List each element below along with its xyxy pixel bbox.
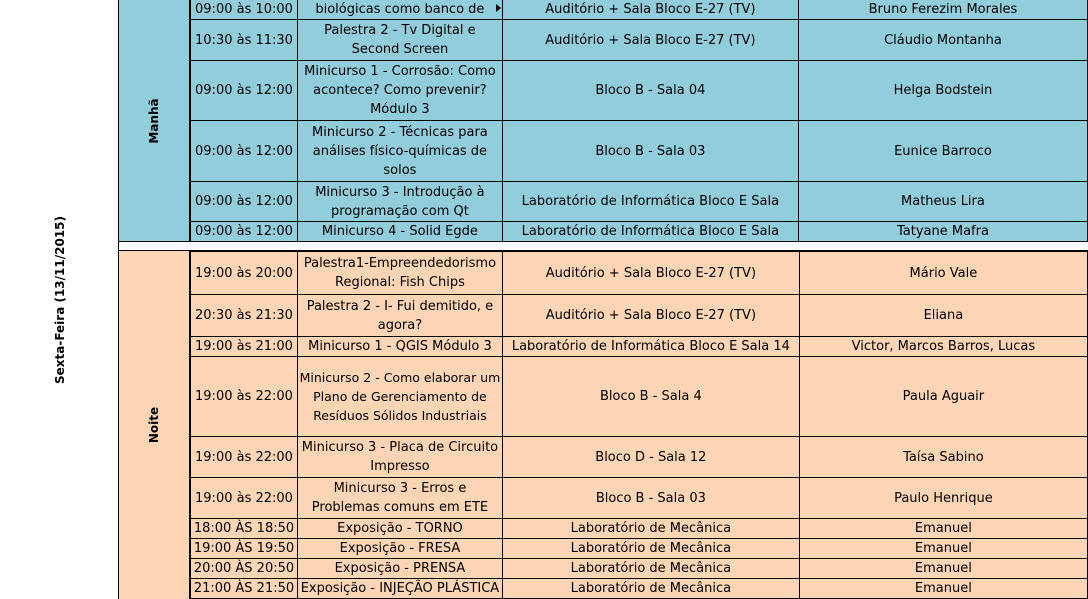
location-cell: Bloco B - Sala 03 [502,121,798,182]
speaker-cell: Paula Aguair [799,357,1087,437]
day-column [0,0,119,599]
time-cell: 19:00 às 21:00 [191,337,298,357]
speaker-cell: Eliana [799,295,1087,337]
title-cell: Minicurso 3 - Erros e Problemas comuns em ETE [297,478,502,519]
speaker-cell: Victor, Marcos Barros, Lucas [799,337,1087,357]
table-row [191,20,1088,61]
speaker-cell: Paulo Henrique [799,478,1087,519]
location-cell: Auditório + Sala Bloco E-27 (TV) [502,0,798,20]
title-cell: Minicurso 3 - Placa de Circuito Impresso [297,437,502,478]
period-night [119,251,190,599]
location-cell: Auditório + Sala Bloco E-27 (TV) [502,295,799,337]
location-cell: Laboratório de Mecânica [502,539,799,559]
location-cell: Bloco B - Sala 04 [502,61,798,121]
table-row [191,357,1088,437]
time-cell: 19:00 às 22:00 [191,357,298,437]
time-cell: 19:00 às 22:00 [191,437,298,478]
time-cell: 21:00 ÀS 21:50 [191,579,298,599]
table-row [191,559,1088,579]
time-cell: 09:00 às 12:00 [191,121,298,182]
title-cell: Exposição - TORNO [297,519,502,539]
speaker-cell: Emanuel [799,559,1087,579]
table-row [191,222,1088,242]
time-cell: 19:00 às 22:00 [191,478,298,519]
speaker-cell: Taísa Sabino [799,437,1087,478]
table-row [191,519,1088,539]
speaker-cell: Helga Bodstein [798,61,1087,121]
time-cell: 19:00 ÀS 19:50 [191,539,298,559]
table-row [191,182,1088,222]
title-cell: Minicurso 1 - QGIS Módulo 3 [297,337,502,357]
speaker-cell: Cláudio Montanha [798,20,1087,61]
location-cell: Bloco D - Sala 12 [502,437,799,478]
table-row [191,337,1088,357]
speaker-cell: Tatyane Mafra [798,222,1087,242]
title-cell: Palestra 2 - I- Fui demitido, e agora? [297,295,502,337]
location-cell: Laboratório de Mecânica [502,559,799,579]
location-cell: Laboratório de Informática Bloco E Sala [502,182,798,222]
table-row [191,121,1088,182]
time-cell: 19:00 às 20:00 [191,252,298,295]
time-cell: 20:30 às 21:30 [191,295,298,337]
title-cell: Exposição - PRENSA [297,559,502,579]
table-row [191,437,1088,478]
title-cell: Minicurso 2 - Técnicas para análises físico-químicas de solos [297,121,502,182]
time-cell: 09:00 às 10:00 [191,0,298,20]
title-cell: Minicurso 2 - Como elaborar um Plano de Gerenciamento de Resíduos Sólidos Industriais [297,357,502,437]
speaker-cell: Bruno Ferezim Morales [798,0,1087,20]
speaker-cell: Mário Vale [799,252,1087,295]
period-night-label: Noite [147,406,161,444]
title-cell: Palestra1-Empreendedorismo Regional: Fish Chips [297,252,502,295]
day-label: Sexta-Feira (13/11/2015) [53,215,67,385]
section-divider [119,241,1088,251]
time-cell: 18:00 ÀS 18:50 [191,519,298,539]
time-cell: 10:30 às 11:30 [191,20,298,61]
night-table [190,251,1088,599]
morning-table [190,0,1088,242]
period-morning-label: Manhã [147,97,161,144]
table-row [191,252,1088,295]
title-cell: Exposição - INJEÇÃO PLÁSTICA [297,579,502,599]
title-text: biológicas como banco de [315,2,485,17]
table-row [191,579,1088,599]
period-morning [119,0,190,241]
night-section [119,251,1088,599]
speaker-cell: Matheus Lira [798,182,1087,222]
time-cell: 09:00 às 12:00 [191,182,298,222]
title-cell: Minicurso 3 - Introdução à programação com Qt [297,182,502,222]
title-cell: Minicurso 4 - Solid Egde [297,222,502,242]
table-row [191,61,1088,121]
location-cell: Laboratório de Mecânica [502,579,799,599]
time-cell: 09:00 às 12:00 [191,61,298,121]
time-cell: 20:00 ÀS 20:50 [191,559,298,579]
location-cell: Bloco B - Sala 4 [502,357,799,437]
table-row [191,539,1088,559]
title-cell: Minicurso 1 - Corrosão: Como acontece? Como prevenir? Módulo 3 [297,61,502,121]
location-cell: Laboratório de Informática Bloco E Sala [502,222,798,242]
morning-section [119,0,1088,241]
location-cell: Laboratório de Mecânica [502,519,799,539]
title-cell: Exposição - FRESA [297,539,502,559]
speaker-cell: Emanuel [799,579,1087,599]
location-cell: Laboratório de Informática Bloco E Sala 14 [502,337,799,357]
speaker-cell: Eunice Barroco [798,121,1087,182]
table-row [191,0,1088,20]
table-row [191,478,1088,519]
location-cell: Auditório + Sala Bloco E-27 (TV) [502,20,798,61]
title-cell: Palestra 2 - Tv Digital e Second Screen [297,20,502,61]
table-row [191,295,1088,337]
location-cell: Bloco B - Sala 03 [502,478,799,519]
time-cell: 09:00 às 12:00 [191,222,298,242]
speaker-cell: Emanuel [799,519,1087,539]
overflow-arrow-icon [496,4,501,12]
speaker-cell: Emanuel [799,539,1087,559]
title-cell [297,0,502,20]
location-cell: Auditório + Sala Bloco E-27 (TV) [502,252,799,295]
